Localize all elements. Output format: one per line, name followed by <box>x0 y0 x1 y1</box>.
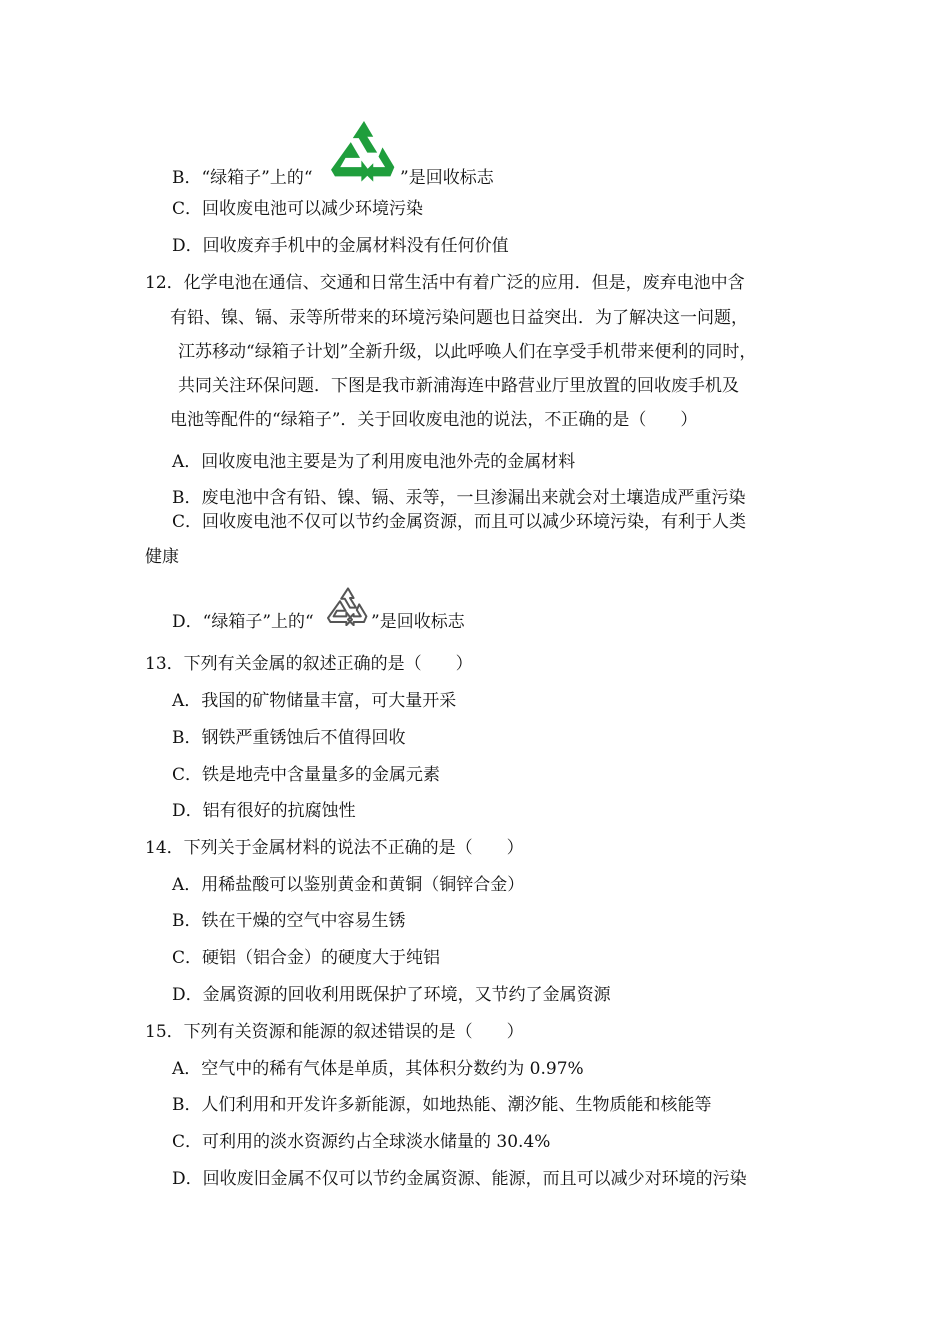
q15-option-c: C．可利用的淡水资源约占全球淡水储量的 30.4% <box>172 1132 551 1152</box>
q11-option-d: D．回收废弃手机中的金属材料没有任何价值 <box>172 236 509 256</box>
q12-option-a: A．回收废电池主要是为了利用废电池外壳的金属材料 <box>172 452 576 472</box>
recycle-icon <box>330 117 398 183</box>
q15-option-d: D．回收废旧金属不仅可以节约金属资源、能源，而且可以减少对环境的污染 <box>172 1169 747 1189</box>
q13-stem: 13．下列有关金属的叙述正确的是（ ） <box>145 654 473 674</box>
q12-option-c: C．回收废电池不仅可以节约金属资源，而且可以减少环境污染，有利于人类 <box>172 512 747 532</box>
recycle-outline-icon <box>326 586 370 626</box>
q13-option-c: C．铁是地壳中含量量多的金属元素 <box>172 765 441 785</box>
q13-option-d: D．铝有很好的抗腐蚀性 <box>172 801 356 821</box>
q12-stem-line-2: 有铅、镍、镉、汞等所带来的环境污染问题也日益突出．为了解决这一问题， <box>170 308 748 328</box>
q15-stem: 15．下列有关资源和能源的叙述错误的是（ ） <box>145 1022 524 1042</box>
q14-option-c: C．硬铝（铝合金）的硬度大于纯铝 <box>172 948 441 968</box>
q12-stem-line-3: 江苏移动“绿箱子计划”全新升级，以此呼唤人们在享受手机带来便利的同时， <box>178 342 757 362</box>
q13-option-b: B．钢铁严重锈蚀后不值得回收 <box>172 728 406 748</box>
q12-stem-line-4: 共同关注环保问题．下图是我市新浦海连中路营业厅里放置的回收废手机及 <box>178 376 739 396</box>
q12-option-d-prefix: D．“绿箱子”上的“ <box>172 612 314 632</box>
q12-stem-line-1: 12．化学电池在通信、交通和日常生活中有着广泛的应用．但是，废弃电池中含 <box>145 273 745 293</box>
q15-option-a: A．空气中的稀有气体是单质，其体积分数约为 0.97% <box>172 1059 584 1079</box>
q12-option-b: B．废电池中含有铅、镍、镉、汞等，一旦渗漏出来就会对土壤造成严重污染 <box>172 488 746 508</box>
q11-option-b-prefix: B．“绿箱子”上的“ <box>172 168 313 188</box>
q14-option-a: A．用稀盐酸可以鉴别黄金和黄铜（铜锌合金） <box>172 875 525 895</box>
q11-option-b-suffix: ”是回收标志 <box>400 168 494 188</box>
q12-option-d-suffix: ”是回收标志 <box>371 612 465 632</box>
q12-option-c-continued: 健康 <box>145 547 179 567</box>
q14-option-b: B．铁在干燥的空气中容易生锈 <box>172 911 406 931</box>
q11-option-c: C．回收废电池可以减少环境污染 <box>172 199 424 219</box>
q13-option-a: A．我国的矿物储量丰富，可大量开采 <box>172 691 457 711</box>
q14-option-d: D．金属资源的回收利用既保护了环境，又节约了金属资源 <box>172 985 611 1005</box>
q14-stem: 14．下列关于金属材料的说法不正确的是（ ） <box>145 838 524 858</box>
q12-stem-line-5: 电池等配件的“绿箱子”．关于回收废电池的说法，不正确的是（ ） <box>170 410 698 430</box>
q15-option-b: B．人们利用和开发许多新能源，如地热能、潮汐能、生物质能和核能等 <box>172 1095 712 1115</box>
